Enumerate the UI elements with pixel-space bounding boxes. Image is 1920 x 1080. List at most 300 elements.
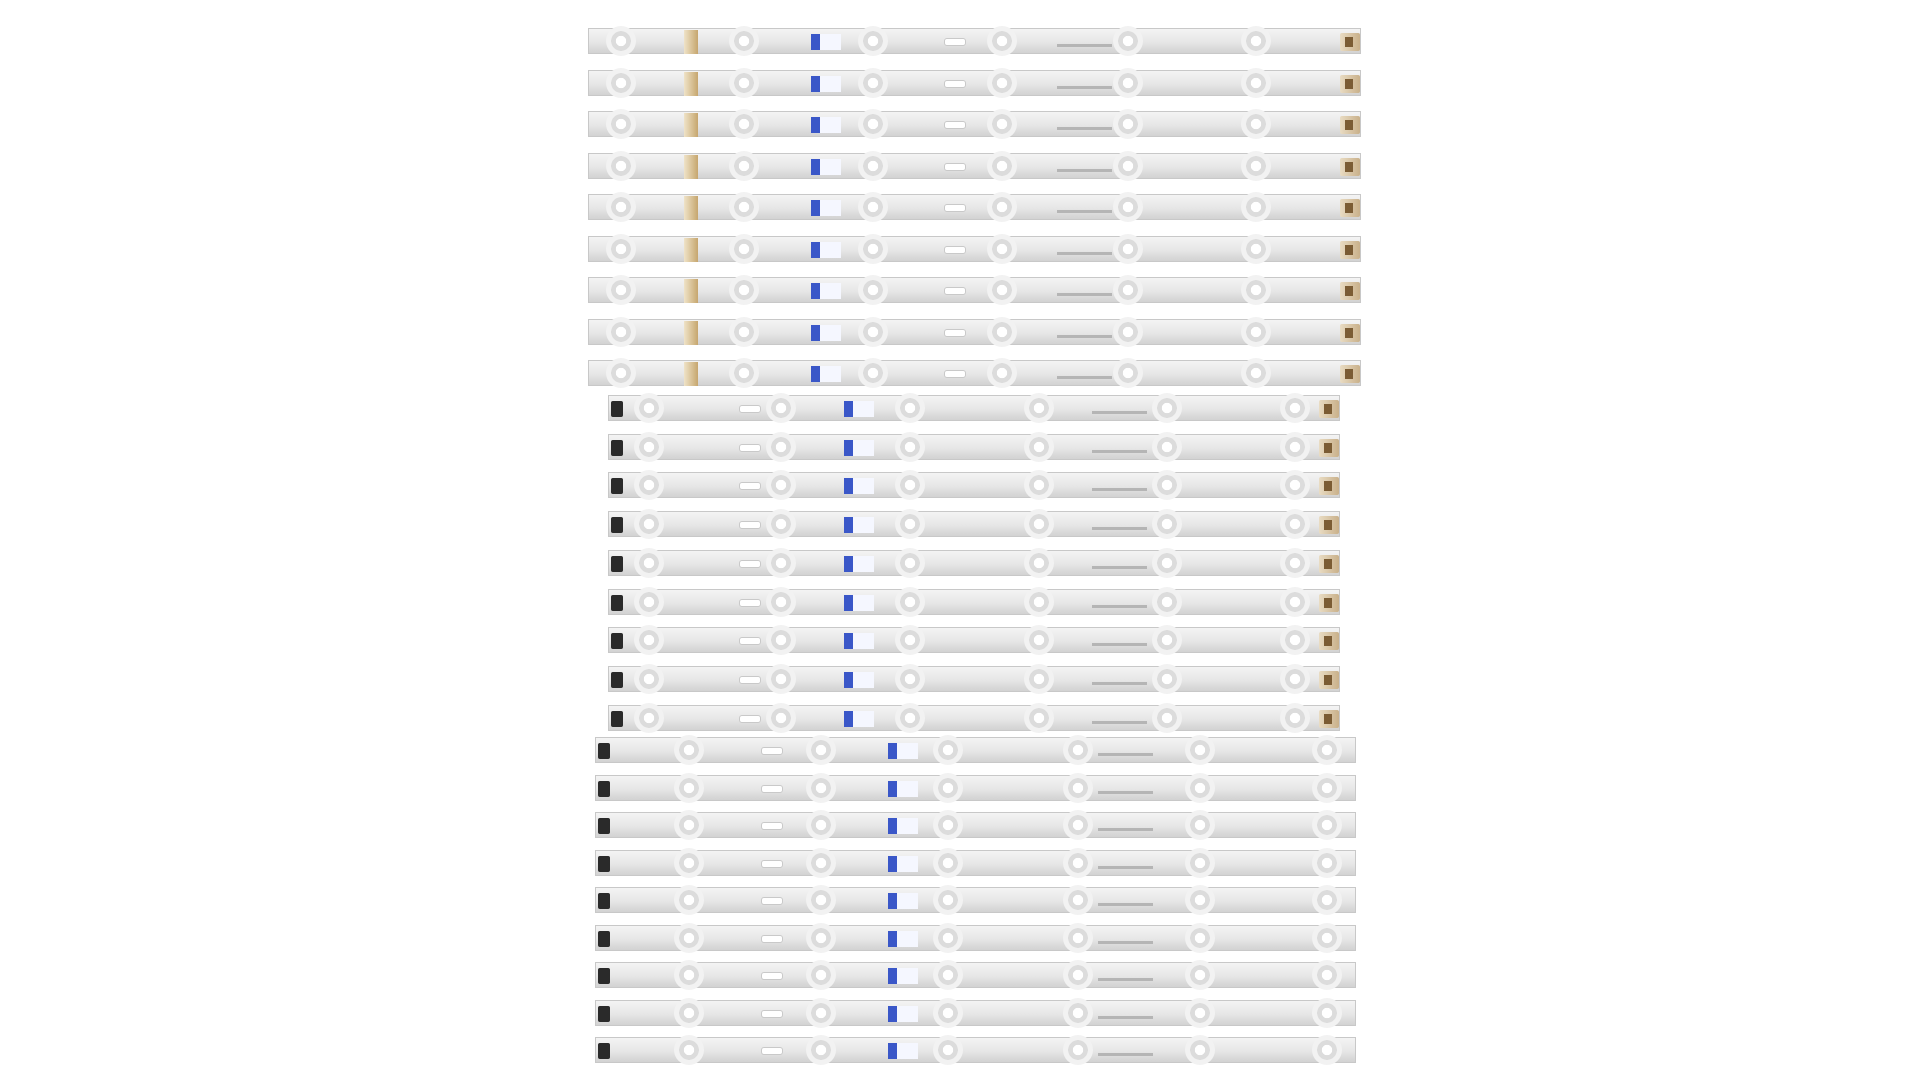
led-strip [595,812,1356,838]
led-lens [1185,1035,1215,1065]
led-lens [987,275,1017,305]
led-lens [729,192,759,222]
led-lens [634,548,664,578]
led-lens [634,703,664,733]
led-lens [606,26,636,56]
led-lens [933,735,963,765]
led-lens [606,234,636,264]
led-lens [766,432,796,462]
led-lens [1063,960,1093,990]
led-lens [987,192,1017,222]
mounting-slot [739,637,761,645]
led-lens [729,234,759,264]
mounting-slot [761,972,783,980]
mounting-slot [944,204,966,212]
barcode-sticker [844,711,874,727]
led-lens [1185,998,1215,1028]
led-lens [606,317,636,347]
led-lens [1152,393,1182,423]
led-strip [608,666,1340,692]
led-lens [1312,735,1342,765]
mounting-slot [761,935,783,943]
left-connector [598,1043,610,1059]
right-connector [1340,199,1360,217]
led-lens [1024,587,1054,617]
led-lens [1024,470,1054,500]
led-lens [858,192,888,222]
led-strip [595,737,1356,763]
barcode-sticker [844,633,874,649]
led-lens [1185,773,1215,803]
printed-marking [1057,335,1112,338]
led-lens [1241,68,1271,98]
printed-marking [1057,376,1112,379]
led-lens [806,885,836,915]
led-lens [1312,773,1342,803]
mounting-slot [761,1010,783,1018]
barcode-sticker [844,478,874,494]
led-lens [895,664,925,694]
led-lens [634,509,664,539]
led-strip [588,111,1361,137]
led-lens [674,1035,704,1065]
led-lens [1063,810,1093,840]
led-lens [1312,1035,1342,1065]
led-strip [608,472,1340,498]
led-lens [1113,109,1143,139]
mounting-slot [944,121,966,129]
barcode-sticker [844,595,874,611]
led-lens [806,735,836,765]
led-lens [674,923,704,953]
left-connector [598,818,610,834]
led-lens [895,393,925,423]
right-connector [1319,400,1339,418]
led-lens [1024,509,1054,539]
led-lens [806,923,836,953]
printed-marking [1098,978,1153,981]
led-lens [1185,923,1215,953]
led-lens [1152,548,1182,578]
led-lens [1063,773,1093,803]
led-lens [1185,960,1215,990]
led-lens [1241,26,1271,56]
led-lens [1152,664,1182,694]
led-lens [895,703,925,733]
led-lens [1063,1035,1093,1065]
led-strip [608,434,1340,460]
barcode-sticker [844,556,874,572]
barcode-sticker [844,440,874,456]
printed-marking [1098,941,1153,944]
strip-clip-connector [684,113,698,137]
led-strip [588,70,1361,96]
led-strip [608,511,1340,537]
led-lens [1280,393,1310,423]
barcode-sticker [844,401,874,417]
led-lens [674,848,704,878]
led-strip [588,236,1361,262]
led-lens [766,509,796,539]
led-lens [634,393,664,423]
led-lens [729,151,759,181]
led-strip [588,277,1361,303]
led-strip [595,775,1356,801]
led-lens [1241,109,1271,139]
left-connector [598,856,610,872]
right-connector [1340,241,1360,259]
led-lens [933,848,963,878]
printed-marking [1092,411,1147,414]
barcode-sticker [888,781,918,797]
led-lens [987,109,1017,139]
right-connector [1340,158,1360,176]
mounting-slot [739,676,761,684]
barcode-sticker [811,325,841,341]
led-lens [1113,275,1143,305]
led-lens [1312,848,1342,878]
led-lens [674,885,704,915]
mounting-slot [761,822,783,830]
led-lens [895,509,925,539]
right-connector [1319,710,1339,728]
led-lens [606,151,636,181]
led-lens [634,432,664,462]
led-strip [595,887,1356,913]
barcode-sticker [888,1006,918,1022]
led-lens [674,773,704,803]
led-lens [1024,432,1054,462]
barcode-sticker [888,931,918,947]
led-strip [608,395,1340,421]
left-connector [598,968,610,984]
barcode-sticker [888,856,918,872]
led-strip [588,360,1361,386]
led-lens [766,393,796,423]
led-lens [1312,960,1342,990]
led-strip [608,627,1340,653]
led-lens [806,998,836,1028]
printed-marking [1092,605,1147,608]
led-lens [858,109,888,139]
led-lens [606,358,636,388]
led-lens [1113,151,1143,181]
printed-marking [1057,210,1112,213]
mounting-slot [739,482,761,490]
strip-clip-connector [684,238,698,262]
strip-clip-connector [684,362,698,386]
led-lens [606,109,636,139]
barcode-sticker [811,76,841,92]
led-lens [1185,885,1215,915]
led-lens [933,773,963,803]
led-lens [1241,275,1271,305]
strip-clip-connector [684,72,698,96]
barcode-sticker [888,818,918,834]
led-lens [674,810,704,840]
mounting-slot [761,860,783,868]
led-lens [1280,548,1310,578]
strip-clip-connector [684,279,698,303]
printed-marking [1057,293,1112,296]
led-lens [895,548,925,578]
left-connector [611,517,623,533]
led-lens [1024,664,1054,694]
led-lens [1113,192,1143,222]
led-strip [588,153,1361,179]
led-lens [1063,735,1093,765]
left-connector [611,556,623,572]
strip-clip-connector [684,155,698,179]
led-strip [595,1000,1356,1026]
led-lens [933,1035,963,1065]
led-strip [588,28,1361,54]
printed-marking [1092,450,1147,453]
right-connector [1340,365,1360,383]
led-strip [608,589,1340,615]
led-lens [1241,151,1271,181]
mounting-slot [761,1047,783,1055]
mounting-slot [761,785,783,793]
led-lens [1241,234,1271,264]
led-lens [766,664,796,694]
barcode-sticker [888,1043,918,1059]
right-connector [1319,516,1339,534]
led-lens [606,275,636,305]
left-connector [611,440,623,456]
mounting-slot [739,521,761,529]
led-lens [1024,625,1054,655]
led-lens [1280,587,1310,617]
left-connector [611,401,623,417]
left-connector [598,781,610,797]
led-lens [895,587,925,617]
mounting-slot [739,444,761,452]
led-lens [987,151,1017,181]
led-strip [595,1037,1356,1063]
printed-marking [1098,753,1153,756]
printed-marking [1092,566,1147,569]
barcode-sticker [844,672,874,688]
led-strip [588,319,1361,345]
led-lens [1152,432,1182,462]
led-lens [858,234,888,264]
left-connector [598,893,610,909]
led-lens [858,317,888,347]
led-lens [634,625,664,655]
printed-marking [1057,86,1112,89]
right-connector [1319,671,1339,689]
led-lens [1024,703,1054,733]
led-lens [729,109,759,139]
led-lens [987,26,1017,56]
led-strip [608,705,1340,731]
led-lens [858,26,888,56]
printed-marking [1057,44,1112,47]
led-lens [1063,848,1093,878]
led-lens [1063,923,1093,953]
left-connector [611,711,623,727]
led-lens [1312,998,1342,1028]
printed-marking [1092,643,1147,646]
barcode-sticker [811,366,841,382]
led-lens [987,68,1017,98]
mounting-slot [944,38,966,46]
led-lens [1113,26,1143,56]
led-lens [1312,923,1342,953]
led-lens [1152,587,1182,617]
mounting-slot [739,405,761,413]
led-lens [634,470,664,500]
led-lens [1280,625,1310,655]
led-lens [806,960,836,990]
led-lens [933,810,963,840]
led-lens [1280,664,1310,694]
printed-marking [1092,682,1147,685]
led-lens [987,234,1017,264]
led-strip [595,962,1356,988]
left-connector [598,931,610,947]
barcode-sticker [888,968,918,984]
printed-marking [1092,488,1147,491]
led-lens [895,470,925,500]
led-lens [858,68,888,98]
right-connector [1340,75,1360,93]
led-lens [634,587,664,617]
printed-marking [1098,791,1153,794]
strip-clip-connector [684,30,698,54]
led-lens [1152,509,1182,539]
led-lens [1113,317,1143,347]
led-lens [1152,470,1182,500]
barcode-sticker [888,743,918,759]
mounting-slot [739,560,761,568]
led-lens [933,885,963,915]
barcode-sticker [811,117,841,133]
led-lens [806,848,836,878]
led-lens [766,470,796,500]
printed-marking [1098,828,1153,831]
right-connector [1340,116,1360,134]
strip-clip-connector [684,196,698,220]
left-connector [611,595,623,611]
right-connector [1319,477,1339,495]
led-lens [1280,470,1310,500]
mounting-slot [739,599,761,607]
right-connector [1319,594,1339,612]
led-lens [933,998,963,1028]
left-connector [611,672,623,688]
led-lens [729,358,759,388]
left-connector [611,633,623,649]
mounting-slot [761,747,783,755]
led-lens [806,1035,836,1065]
led-lens [766,548,796,578]
strip-clip-connector [684,321,698,345]
led-lens [1312,885,1342,915]
printed-marking [1057,169,1112,172]
mounting-slot [944,246,966,254]
led-lens [1152,703,1182,733]
led-lens [987,358,1017,388]
led-lens [987,317,1017,347]
printed-marking [1092,527,1147,530]
mounting-slot [739,715,761,723]
barcode-sticker [888,893,918,909]
printed-marking [1098,1053,1153,1056]
led-lens [766,587,796,617]
led-lens [1113,68,1143,98]
led-lens [1241,192,1271,222]
barcode-sticker [844,517,874,533]
led-lens [806,810,836,840]
led-lens [1185,735,1215,765]
led-lens [729,26,759,56]
led-lens [729,275,759,305]
led-lens [1241,317,1271,347]
left-connector [598,743,610,759]
led-lens [1312,810,1342,840]
printed-marking [1057,127,1112,130]
barcode-sticker [811,242,841,258]
led-lens [1152,625,1182,655]
led-lens [674,998,704,1028]
led-lens [1063,998,1093,1028]
mounting-slot [761,897,783,905]
right-connector [1340,282,1360,300]
barcode-sticker [811,200,841,216]
barcode-sticker [811,34,841,50]
left-connector [611,478,623,494]
left-connector [598,1006,610,1022]
led-lens [933,923,963,953]
led-lens [634,664,664,694]
led-lens [1185,848,1215,878]
mounting-slot [944,329,966,337]
led-lens [806,773,836,803]
mounting-slot [944,80,966,88]
led-lens [766,625,796,655]
led-lens [933,960,963,990]
led-lens [1280,509,1310,539]
led-lens [1280,432,1310,462]
mounting-slot [944,370,966,378]
led-lens [1241,358,1271,388]
led-lens [1024,548,1054,578]
led-lens [858,358,888,388]
led-lens [1113,358,1143,388]
led-lens [674,735,704,765]
led-lens [606,68,636,98]
led-strip [595,850,1356,876]
led-lens [729,317,759,347]
barcode-sticker [811,159,841,175]
led-lens [606,192,636,222]
led-lens [1063,885,1093,915]
led-lens [729,68,759,98]
right-connector [1319,439,1339,457]
mounting-slot [944,163,966,171]
led-lens [674,960,704,990]
right-connector [1319,632,1339,650]
mounting-slot [944,287,966,295]
printed-marking [1098,1016,1153,1019]
led-lens [1113,234,1143,264]
led-lens [1185,810,1215,840]
printed-marking [1092,721,1147,724]
right-connector [1340,33,1360,51]
led-strip [588,194,1361,220]
